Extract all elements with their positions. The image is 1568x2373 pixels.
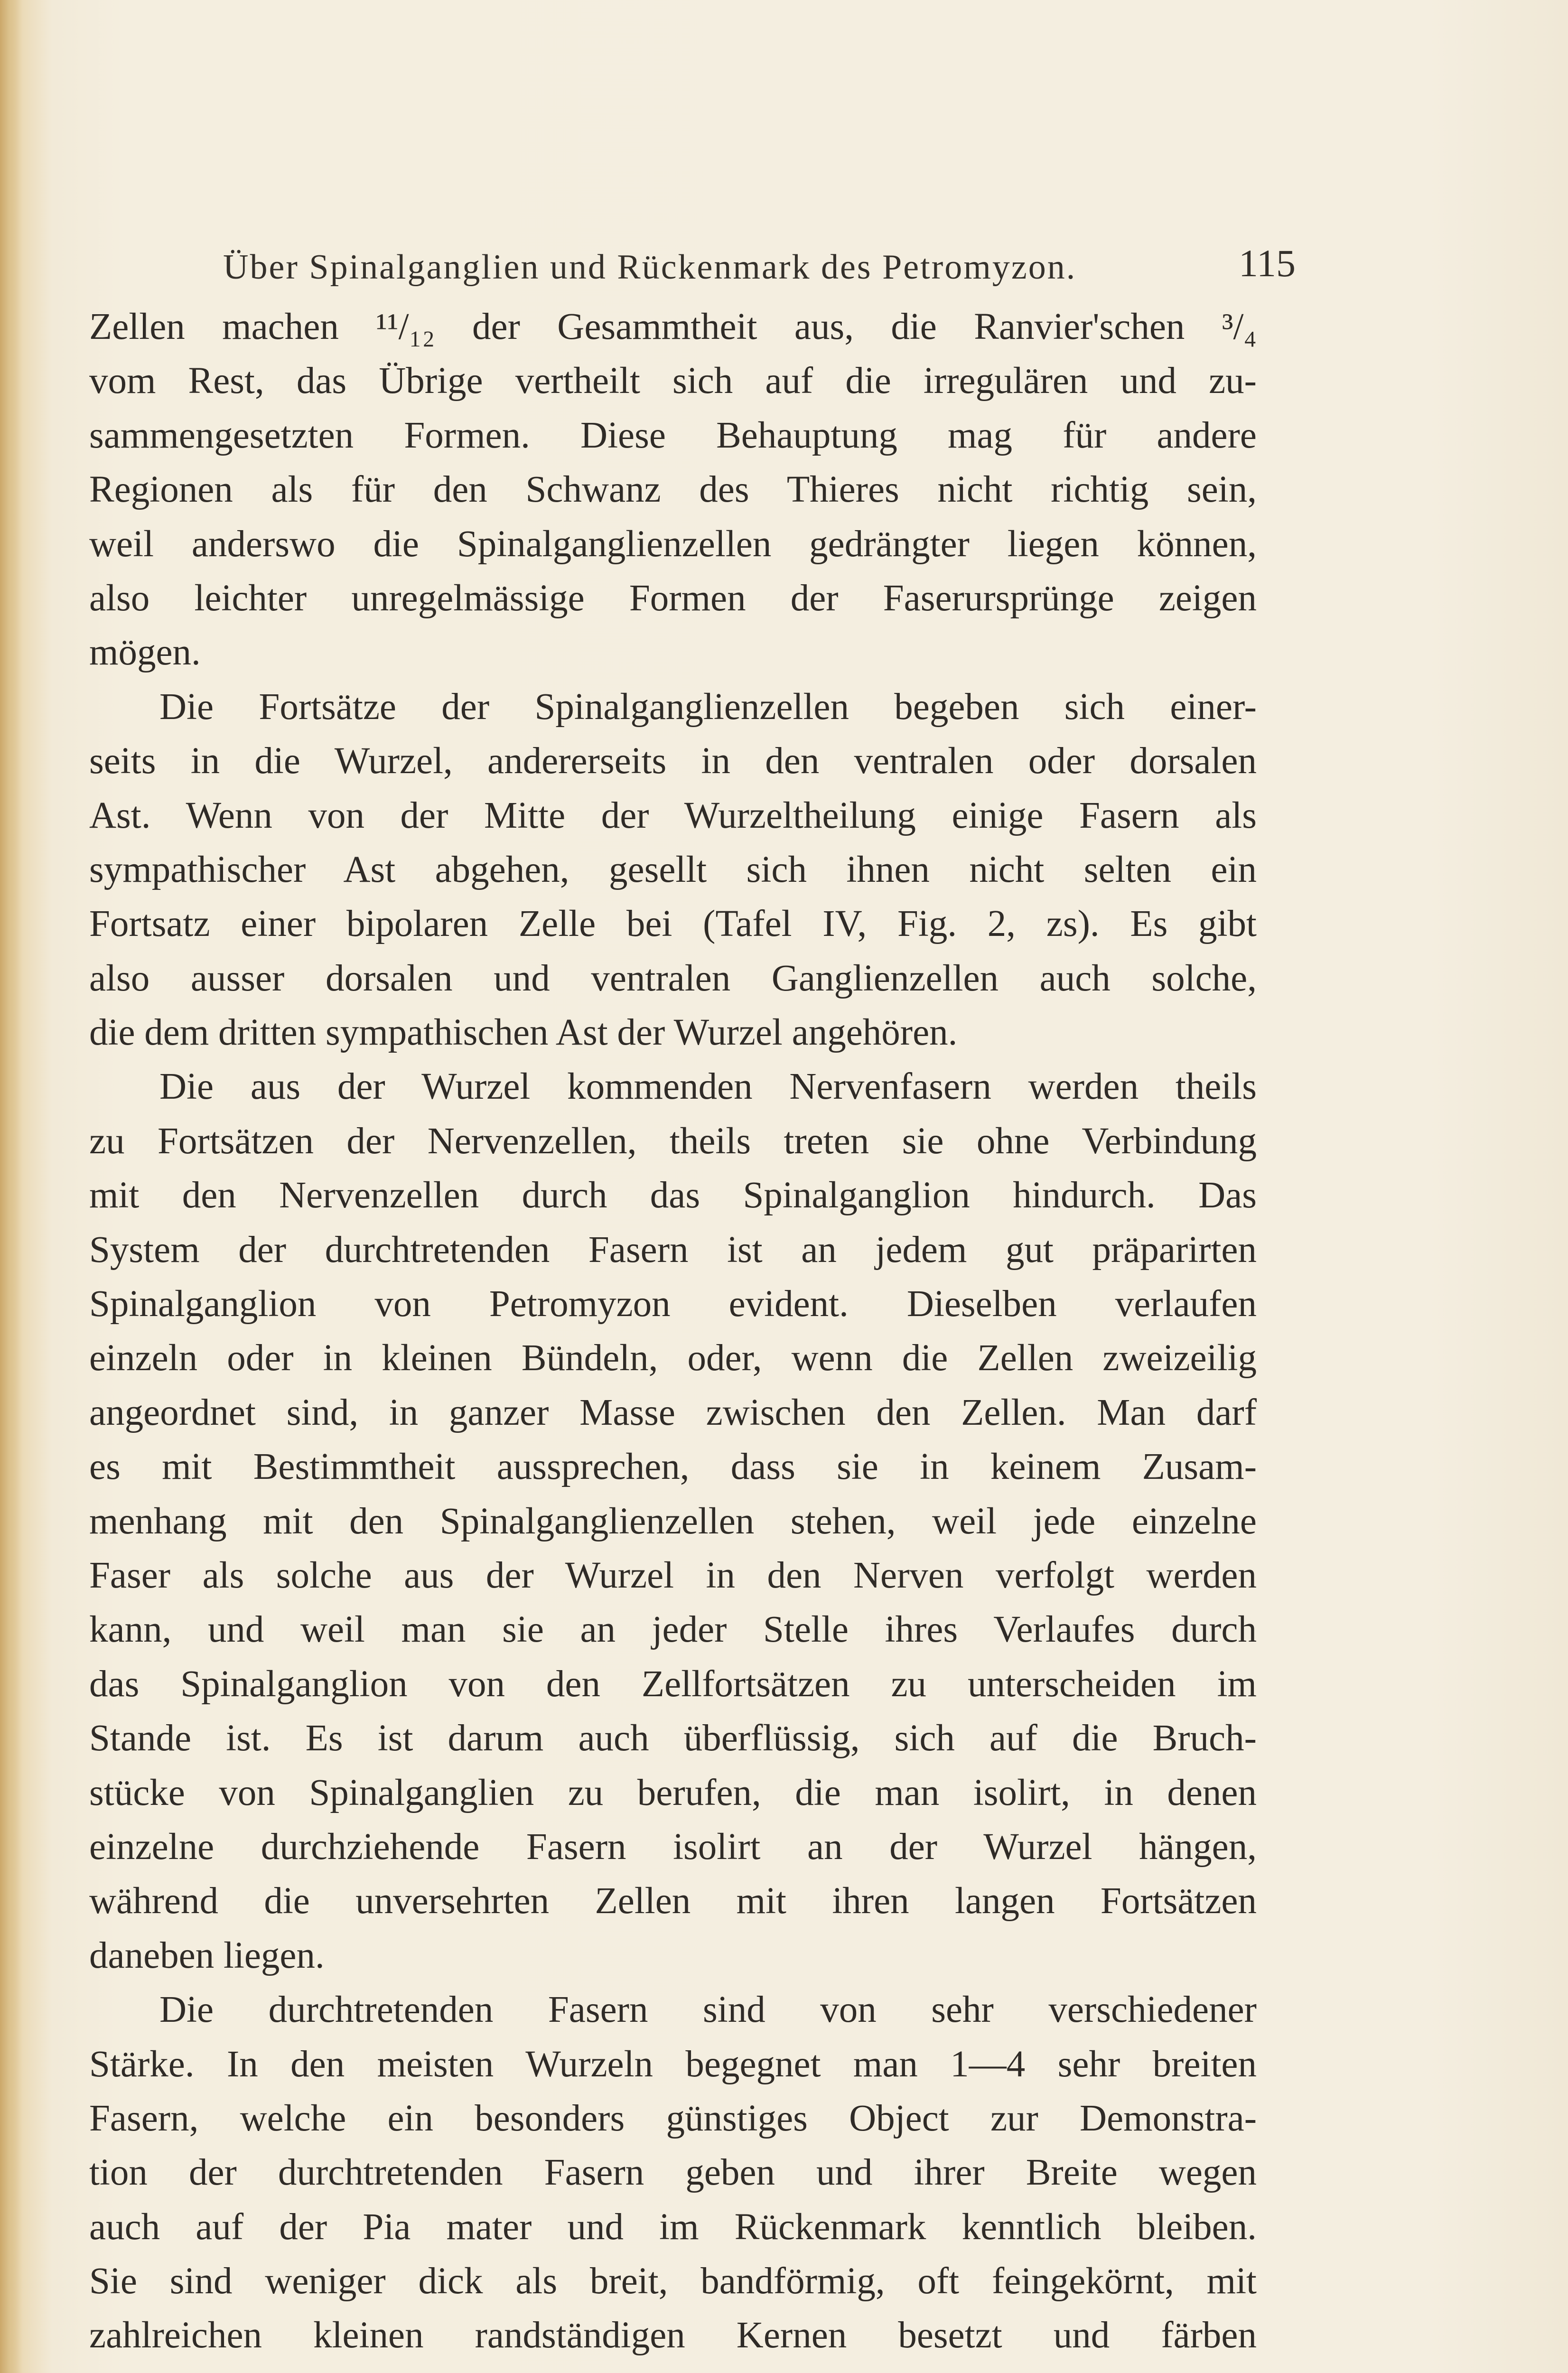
text-line: angeordnet sind, in ganzer Masse zwischen den Zellen. Man darf (89, 1392, 1257, 1433)
text-line: mit den Nervenzellen durch das Spinalganglion hindurch. Das (89, 1175, 1257, 1216)
text-line: daneben liegen. (89, 1934, 325, 1976)
text-line: Fasern, welche ein besonders günstiges Object zur Demonstra- (89, 2097, 1257, 2139)
text-line: Regionen als für den Schwanz des Thieres nicht richtig sein, (89, 469, 1257, 511)
text-line: Zellen machen ¹¹/₁₂ der Gesammtheit aus, die Ranvier'schen ³/₄ (89, 306, 1257, 347)
text-line: seits in die Wurzel, andererseits in den ventralen oder dorsalen (89, 740, 1257, 782)
body-text (89, 300, 1257, 2363)
text-line: mögen. (89, 632, 201, 673)
text-line: auch auf der Pia mater und im Rückenmark kenntlich bleiben. (89, 2206, 1257, 2248)
text-line: während die unversehrten Zellen mit ihren langen Fortsätzen (89, 1880, 1257, 1922)
text-line: Faser als solche aus der Wurzel in den Nerven verfolgt werden (89, 1554, 1257, 1596)
text-line: zahlreichen kleinen randständigen Kernen besetzt und färben (89, 2315, 1257, 2356)
page-number: 115 (1239, 242, 1296, 285)
text-line: System der durchtretenden Fasern ist an jedem gut präparirten (89, 1229, 1257, 1271)
text-line: Ast. Wenn von der Mitte der Wurzeltheilung einige Fasern als (89, 794, 1257, 836)
text-line: sympathischer Ast abgehen, gesellt sich ihnen nicht selten ein (89, 849, 1257, 890)
paragraph-start-line: Die durchtretenden Fasern sind von sehr verschiedener (159, 1989, 1257, 2031)
text-line: sammengesetzten Formen. Diese Behauptung mag für andere (89, 414, 1257, 456)
text-line: also leichter unregelmässige Formen der Faserursprünge zeigen (89, 577, 1257, 619)
text-line: die dem dritten sympathischen Ast der Wurzel angehören. (89, 1012, 958, 1054)
text-line: Sie sind weniger dick als breit, bandförmig, oft feingekörnt, mit (89, 2261, 1257, 2302)
text-line: Spinalganglion von Petromyzon evident. Dieselben verlaufen (89, 1283, 1257, 1325)
paragraph-start-line: Die aus der Wurzel kommenden Nervenfasern werden theils (159, 1066, 1257, 1108)
text-line: Stärke. In den meisten Wurzeln begegnet man 1—4 sehr breiten (89, 2043, 1257, 2085)
paragraph-start-line: Die Fortsätze der Spinalganglienzellen begeben sich einer- (159, 686, 1257, 728)
text-line: tion der durchtretenden Fasern geben und ihrer Breite wegen (89, 2152, 1257, 2194)
text-line: kann, und weil man sie an jeder Stelle ihres Verlaufes durch (89, 1609, 1257, 1651)
text-line: einzelne durchziehende Fasern isolirt an der Wurzel hängen, (89, 1826, 1257, 1868)
text-line: einzeln oder in kleinen Bündeln, oder, wenn die Zellen zweizeilig (89, 1337, 1257, 1379)
text-line: weil anderswo die Spinalganglienzellen gedrängter liegen können, (89, 523, 1257, 565)
binding-gutter (0, 0, 23, 2373)
text-line: Stande ist. Es ist darum auch überflüssig, sich auf die Bruch- (89, 1718, 1257, 1759)
running-title: Über Spinalganglien und Rückenmark des Petromyzon. (223, 248, 1077, 287)
text-line: stücke von Spinalganglien zu berufen, die man isolirt, in denen (89, 1772, 1257, 1813)
text-line: vom Rest, das Übrige vertheilt sich auf die irregulären und zu- (89, 360, 1257, 402)
text-line: es mit Bestimmtheit aussprechen, dass sie in keinem Zusam- (89, 1446, 1257, 1488)
text-line: zu Fortsätzen der Nervenzellen, theils treten sie ohne Verbindung (89, 1120, 1257, 1162)
text-line: das Spinalganglion von den Zellfortsätzen zu unterscheiden im (89, 1663, 1257, 1705)
text-line: Fortsatz einer bipolaren Zelle bei (Tafel IV, Fig. 2, zs). Es gibt (89, 903, 1257, 945)
text-line: also ausser dorsalen und ventralen Ganglienzellen auch solche, (89, 957, 1257, 999)
text-line: menhang mit den Spinalganglienzellen stehen, weil jede einzelne (89, 1500, 1257, 1542)
